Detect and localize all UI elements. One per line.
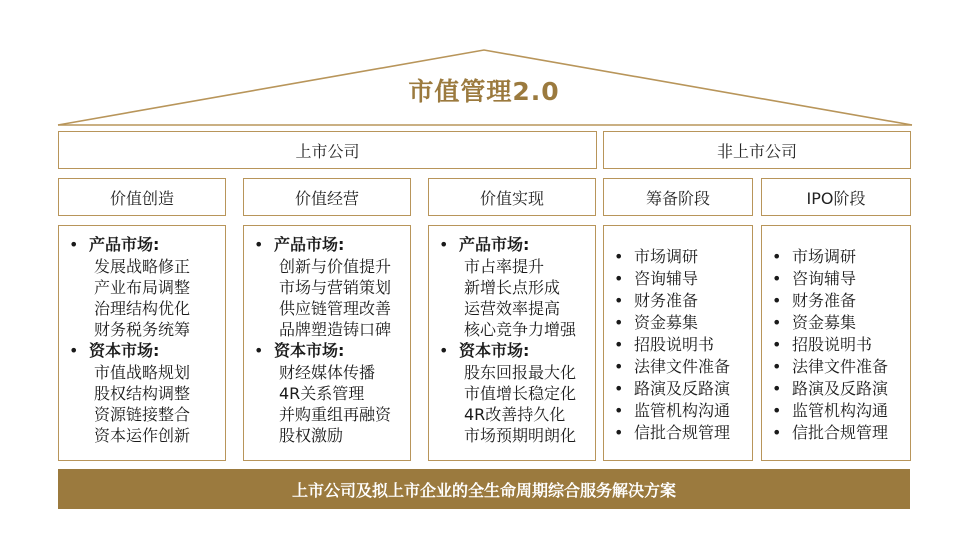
list-item bbox=[612, 334, 744, 356]
list-item bbox=[612, 356, 744, 378]
list-item-label: 市场调研 bbox=[792, 247, 857, 266]
list-item bbox=[612, 246, 744, 268]
list-item-label: 财务准备 bbox=[792, 291, 857, 310]
bullet: • bbox=[772, 269, 782, 288]
bullet: • bbox=[614, 335, 624, 354]
column-header-ipo-stage bbox=[761, 178, 911, 216]
unlisted-company-header bbox=[603, 131, 911, 169]
bullet: • bbox=[439, 341, 449, 360]
list-item: 资本运作创新 bbox=[94, 426, 191, 445]
bullet: • bbox=[254, 235, 264, 254]
list-item-label: 咨询辅导 bbox=[634, 269, 699, 288]
bullet: • bbox=[69, 235, 79, 254]
list-item: 产业布局调整 bbox=[94, 278, 191, 297]
list-item-label: 资金募集 bbox=[634, 313, 699, 332]
list-item bbox=[612, 422, 744, 444]
bullet: • bbox=[614, 291, 624, 310]
list-item: 核心竞争力增强 bbox=[464, 320, 577, 339]
list-item: 财务税务统筹 bbox=[94, 320, 191, 339]
list-item bbox=[612, 268, 744, 290]
product-market-group bbox=[252, 234, 402, 340]
bullet: • bbox=[772, 379, 782, 398]
bullet: • bbox=[772, 401, 782, 420]
ipo-stage-content bbox=[761, 225, 911, 461]
column-header-label: IPO阶段 bbox=[806, 188, 866, 208]
bullet: • bbox=[614, 401, 624, 420]
list-item: 资源链接整合 bbox=[94, 405, 191, 424]
capital-market-group bbox=[437, 340, 587, 446]
list-item: 股权结构调整 bbox=[94, 384, 191, 403]
listed-company-header bbox=[58, 131, 597, 169]
list-item-label: 路演及反路演 bbox=[634, 379, 731, 398]
list-item: 供应链管理改善 bbox=[279, 299, 392, 318]
list-item: 运营效率提高 bbox=[464, 299, 561, 318]
list-item bbox=[770, 356, 902, 378]
list-item-label: 监管机构沟通 bbox=[792, 401, 889, 420]
list-item bbox=[770, 290, 902, 312]
list-item: 品牌塑造铸口碑 bbox=[279, 320, 392, 339]
capital-market-group bbox=[252, 340, 402, 446]
column-header-value-creation bbox=[58, 178, 226, 216]
list-item-label: 招股说明书 bbox=[634, 335, 715, 354]
list-item: 4R关系管理 bbox=[279, 384, 365, 403]
bullet: • bbox=[614, 423, 624, 442]
group-title: 产品市场: bbox=[459, 235, 530, 254]
list-item bbox=[612, 312, 744, 334]
bullet: • bbox=[772, 313, 782, 332]
list-item bbox=[770, 268, 902, 290]
bullet: • bbox=[614, 379, 624, 398]
bullet: • bbox=[254, 341, 264, 360]
bullet: • bbox=[614, 247, 624, 266]
capital-market-group bbox=[67, 340, 217, 446]
group-title: 资本市场: bbox=[89, 341, 160, 360]
bullet: • bbox=[772, 335, 782, 354]
list-item-label: 信批合规管理 bbox=[792, 423, 889, 442]
group-title: 产品市场: bbox=[89, 235, 160, 254]
list-item: 市场预期明朗化 bbox=[464, 426, 577, 445]
list-item-label: 咨询辅导 bbox=[792, 269, 857, 288]
list-item-label: 招股说明书 bbox=[792, 335, 873, 354]
footer-banner bbox=[58, 469, 910, 509]
list-item bbox=[770, 400, 902, 422]
footer-banner-text: 上市公司及拟上市企业的全生命周期综合服务解决方案 bbox=[291, 480, 676, 500]
product-market-group bbox=[67, 234, 217, 340]
list-item bbox=[770, 312, 902, 334]
list-item bbox=[770, 422, 902, 444]
preparation-stage-content bbox=[603, 225, 753, 461]
list-item: 财经媒体传播 bbox=[279, 363, 376, 382]
product-market-group bbox=[437, 234, 587, 340]
list-item-label: 法律文件准备 bbox=[634, 357, 731, 376]
bullet: • bbox=[614, 357, 624, 376]
listed-company-label: 上市公司 bbox=[295, 141, 360, 161]
list-item: 市值战略规划 bbox=[94, 363, 191, 382]
list-item: 并购重组再融资 bbox=[279, 405, 392, 424]
list-item-label: 法律文件准备 bbox=[792, 357, 889, 376]
list-item: 股东回报最大化 bbox=[464, 363, 577, 382]
bullet: • bbox=[772, 291, 782, 310]
list-item-label: 财务准备 bbox=[634, 291, 699, 310]
list-item bbox=[612, 400, 744, 422]
list-item-label: 路演及反路演 bbox=[792, 379, 889, 398]
list-item bbox=[770, 246, 902, 268]
list-item bbox=[770, 334, 902, 356]
list-item: 新增长点形成 bbox=[464, 278, 561, 297]
list-item-label: 监管机构沟通 bbox=[634, 401, 731, 420]
column-header-label: 价值经营 bbox=[294, 188, 359, 208]
column-header-label: 筹备阶段 bbox=[645, 188, 710, 208]
list-item bbox=[770, 378, 902, 400]
column-header-value-operation bbox=[243, 178, 411, 216]
list-item-label: 信批合规管理 bbox=[634, 423, 731, 442]
column-header-label: 价值创造 bbox=[109, 188, 174, 208]
bullet: • bbox=[614, 313, 624, 332]
list-item: 股权激励 bbox=[279, 426, 344, 445]
value-realization-content bbox=[428, 225, 596, 461]
bullet: • bbox=[614, 269, 624, 288]
list-item-label: 资金募集 bbox=[792, 313, 857, 332]
value-operation-content bbox=[243, 225, 411, 461]
bullet: • bbox=[439, 235, 449, 254]
column-header-preparation-stage bbox=[603, 178, 753, 216]
unlisted-company-label: 非上市公司 bbox=[716, 141, 797, 161]
list-item: 4R改善持久化 bbox=[464, 405, 566, 424]
value-creation-content bbox=[58, 225, 226, 461]
group-title: 产品市场: bbox=[274, 235, 345, 254]
list-item: 创新与价值提升 bbox=[279, 257, 392, 276]
list-item: 治理结构优化 bbox=[94, 299, 191, 318]
list-item-label: 市场调研 bbox=[634, 247, 699, 266]
bullet: • bbox=[69, 341, 79, 360]
diagram-title: 市值管理2.0 bbox=[408, 77, 560, 106]
bullet: • bbox=[772, 423, 782, 442]
bullet: • bbox=[772, 357, 782, 376]
bullet: • bbox=[772, 247, 782, 266]
list-item: 市值增长稳定化 bbox=[464, 384, 577, 403]
column-header-value-realization bbox=[428, 178, 596, 216]
list-item: 市场与营销策划 bbox=[279, 278, 392, 297]
column-header-label: 价值实现 bbox=[479, 188, 544, 208]
list-item: 市占率提升 bbox=[464, 257, 545, 276]
group-title: 资本市场: bbox=[459, 341, 530, 360]
list-item bbox=[612, 290, 744, 312]
list-item bbox=[612, 378, 744, 400]
list-item: 发展战略修正 bbox=[94, 257, 191, 276]
group-title: 资本市场: bbox=[274, 341, 345, 360]
